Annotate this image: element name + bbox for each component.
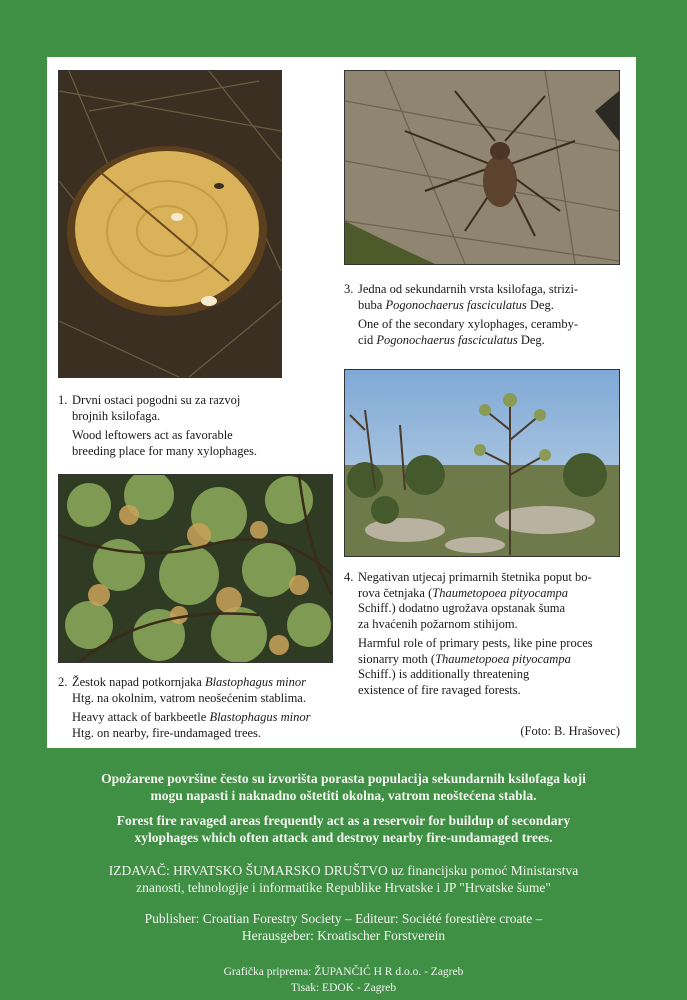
caption-text: existence of fire ravaged forests. — [358, 682, 521, 697]
photo-credit: (Foto: B. Hrašovec) — [520, 724, 620, 738]
caption-2 — [58, 675, 348, 741]
photo-panel — [47, 57, 636, 748]
summary-line: xylophages which often attack and destroy nearby fire-undamaged trees. — [134, 830, 553, 845]
publisher-line: znanosti, tehnologije i informatike Republike Hrvatske i JP "Hrvatske šume" — [136, 880, 551, 895]
publisher-line: Herausgeber: Kroatischer Forstverein — [241, 928, 446, 943]
caption-text: Schiff.) dodatno ugrožava opstanak šuma — [358, 601, 566, 615]
caption-number: 4. — [344, 570, 354, 584]
summary-line: mogu napasti i naknadno oštetiti okolna, vatrom neoštećena stabla. — [150, 788, 537, 803]
summary-line: Opožarene površine često su izvorišta porasta populacija sekundarnih ksilofaga koji — [101, 771, 586, 786]
caption-text: Htg. on nearby, fire-undamaged trees. — [72, 725, 262, 740]
caption-text: Deg. — [517, 332, 545, 347]
publisher-multilingual — [20, 910, 667, 944]
caption-number: 2. — [58, 675, 68, 689]
publisher-croatian — [20, 862, 667, 896]
caption-text: za hvaćenih požarnom stihijom. — [358, 616, 518, 631]
caption-1 — [58, 393, 288, 459]
caption-text: buba — [358, 297, 386, 312]
print-info — [20, 964, 667, 996]
caption-text: Negativan utjecaj primarnih štetnika poput bo- — [358, 570, 592, 584]
photo-burned-forest — [344, 369, 620, 557]
photo-beetle-on-bark — [344, 70, 620, 265]
prepress-line: Grafička priprema: ŽUPANČIĆ H R d.o.o. - Zagreb — [223, 966, 464, 978]
caption-text: Htg. na okolnim, vatrom neošećenim stablima. — [72, 690, 306, 705]
photo-pine-barkbeetle — [58, 474, 333, 663]
caption-text: Jedna od sekundarnih vrsta ksilofaga, strizi- — [358, 282, 579, 296]
caption-text: Wood leftowers act as favorable — [72, 428, 233, 442]
summary-line: Forest fire ravaged areas frequently act as a reservoir for buildup of secondary — [116, 813, 571, 828]
caption-text: breeding place for many xylophages. — [72, 443, 258, 458]
species-name: Blastophagus minor — [209, 710, 311, 724]
caption-text: Drvni ostaci pogodni su za razvoj — [72, 393, 241, 407]
caption-text: One of the secondary xylophages, ceramby- — [358, 317, 579, 331]
caption-number: 1. — [58, 393, 68, 407]
summary-english — [20, 812, 667, 846]
caption-3 — [344, 282, 629, 348]
caption-text: brojnih ksilofaga. — [72, 408, 161, 423]
caption-number: 3. — [344, 282, 354, 296]
caption-text: Deg. — [526, 297, 554, 312]
species-name: Thaumetopoea pityocampa — [432, 585, 569, 600]
species-name: Blastophagus minor — [204, 675, 307, 689]
summary-croatian — [20, 770, 667, 804]
caption-text: Žestok napad potkornjaka — [72, 675, 205, 689]
printer-line: Tisak: EDOK - Zagreb — [290, 982, 397, 994]
publisher-line: Publisher: Croatian Forestry Society – Editeur: Société forestière croate – — [144, 911, 543, 926]
photo-wood-stump — [58, 70, 282, 378]
caption-text: Heavy attack of barkbeetle — [72, 710, 210, 724]
species-name: Pogonochaerus fasciculatus — [385, 297, 527, 312]
publisher-line: IZDAVAČ: HRVATSKO ŠUMARSKO DRUŠTVO uz financijsku pomoć Ministarstva — [108, 863, 579, 878]
caption-text: Harmful role of primary pests, like pine proces — [358, 636, 593, 650]
species-name: Pogonochaerus fasciculatus — [376, 332, 518, 347]
caption-text: Schiff.) is additionally threatening — [358, 667, 530, 681]
caption-4 — [344, 570, 629, 698]
caption-text: cid — [358, 332, 377, 347]
species-name: Thaumetopoea pityocampa — [435, 651, 571, 666]
caption-text: sionarry moth ( — [358, 651, 436, 666]
caption-text: rova četnjaka ( — [358, 585, 433, 600]
